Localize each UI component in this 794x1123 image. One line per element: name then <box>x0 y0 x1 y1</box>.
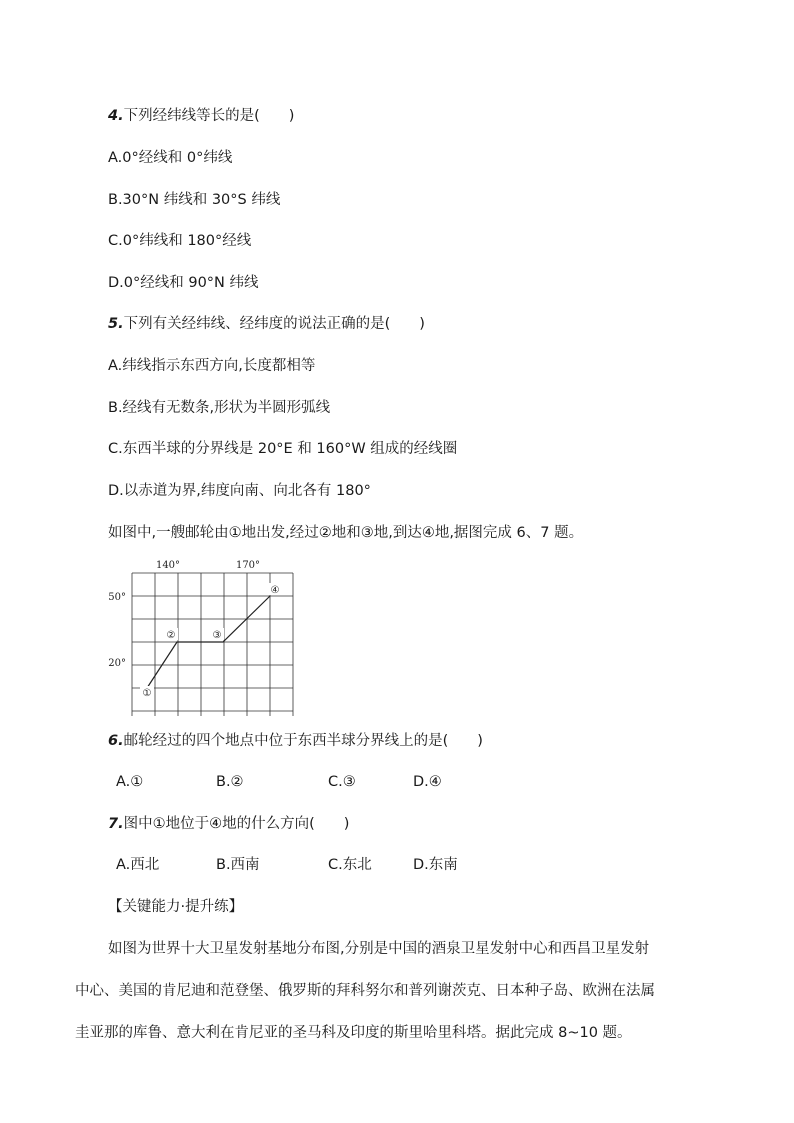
question-6-option-b: B.② <box>216 774 244 790</box>
question-4-option-a: A.0°经线和 0°纬线 <box>108 150 233 166</box>
point-2-label: ② <box>166 630 176 641</box>
passage-line-1: 如图为世界十大卫星发射基地分布图,分别是中国的酒泉卫星发射中心和西昌卫星发射 <box>108 941 650 957</box>
question-7-option-b: B.西南 <box>216 857 260 873</box>
question-7-stem <box>108 814 349 834</box>
question-4-number: 4. <box>108 108 124 124</box>
question-6-option-d: D.④ <box>413 774 442 790</box>
lon-label-170: 170° <box>235 560 261 571</box>
passage-line-2: 中心、美国的肯尼迪和范登堡、俄罗斯的拜科努尔和普列谢茨克、日本种子岛、欧洲在法属 <box>75 983 655 999</box>
intro-questions-6-7: 如图中,一艘邮轮由①地出发,经过②地和③地,到达④地,据图完成 6、7 题。 <box>108 525 584 541</box>
question-5-option-c: C.东西半球的分界线是 20°E 和 160°W 组成的经线圈 <box>108 441 458 457</box>
question-4-text: 下列经纬线等长的是( ) <box>123 108 295 124</box>
point-3-label: ③ <box>212 630 222 641</box>
lat-label-20: 20° <box>108 658 126 669</box>
point-4-label: ④ <box>270 585 280 596</box>
question-4-option-b: B.30°N 纬线和 30°S 纬线 <box>108 192 281 208</box>
section-title: 【关键能力·提升练】 <box>108 899 244 915</box>
passage-line-3: 圭亚那的库鲁、意大利在肯尼亚的圣马科及印度的斯里哈里科塔。据此完成 8~10 题。 <box>75 1025 632 1041</box>
question-5-text: 下列有关经纬线、经纬度的说法正确的是( ) <box>123 316 425 332</box>
question-5-option-d: D.以赤道为界,纬度向南、向北各有 180° <box>108 483 371 499</box>
lat-label-50: 50° <box>108 592 126 603</box>
question-7-number: 7. <box>108 816 124 832</box>
question-5-option-b: B.经线有无数条,形状为半圆形弧线 <box>108 400 331 416</box>
question-4-stem <box>108 106 294 126</box>
question-4-option-d: D.0°经线和 90°N 纬线 <box>108 275 259 291</box>
point-1-label: ① <box>142 688 152 699</box>
question-6-text: 邮轮经过的四个地点中位于东西半球分界线上的是( ) <box>123 733 483 749</box>
question-5-option-a: A.纬线指示东西方向,长度都相等 <box>108 358 316 374</box>
question-6-number: 6. <box>108 733 124 749</box>
lon-label-140: 140° <box>155 560 181 571</box>
question-5-stem <box>108 314 425 334</box>
question-4-option-c: C.0°纬线和 180°经线 <box>108 233 252 249</box>
question-5-number: 5. <box>108 316 124 332</box>
question-7-text: 图中①地位于④地的什么方向( ) <box>123 816 350 832</box>
question-7-option-a: A.西北 <box>116 857 160 873</box>
question-6-option-c: C.③ <box>328 774 356 790</box>
question-6-option-a: A.① <box>116 774 144 790</box>
question-7-option-d: D.东南 <box>413 857 458 873</box>
question-6-stem <box>108 731 483 751</box>
question-7-option-c: C.东北 <box>328 857 372 873</box>
route-grid-map <box>100 556 300 716</box>
